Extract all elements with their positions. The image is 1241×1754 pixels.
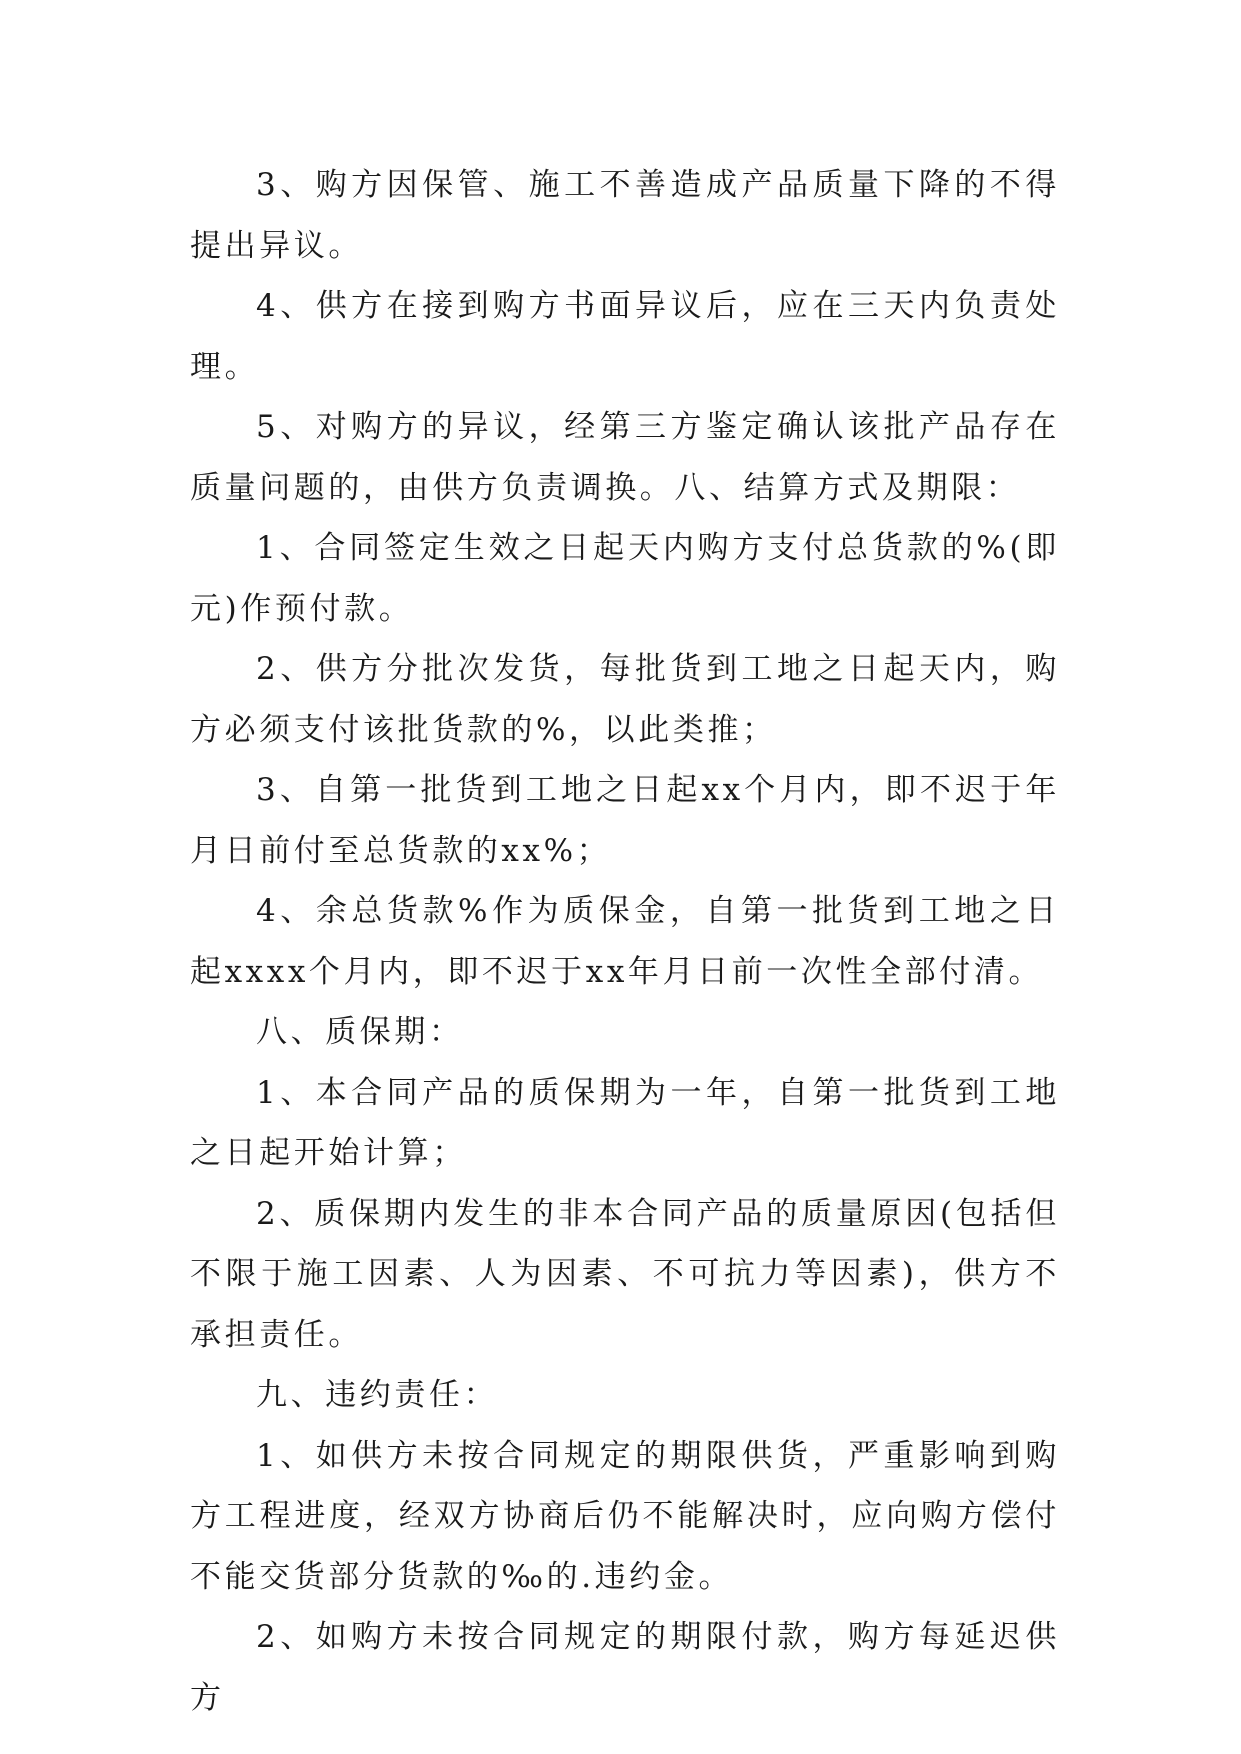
contract-body <box>190 155 1060 1728</box>
clause-paragraph: 2、质保期内发生的非本合同产品的质量原因(包括但不限于施工因素、人为因素、不可抗力等因素)，供方不承担责任。 <box>190 1195 1060 1353</box>
clause-paragraph: 5、对购方的异议，经第三方鉴定确认该批产品存在质量问题的，由供方负责调换。八、结算方式及期限： <box>190 409 1060 506</box>
clause-paragraph: 3、自第一批货到工地之日起xx个月内，即不迟于年月日前付至总货款的xx%； <box>190 772 1060 869</box>
clause-paragraph: 1、本合同产品的质保期为一年，自第一批货到工地之日起开始计算； <box>190 1074 1060 1171</box>
clause-paragraph: 3、购方因保管、施工不善造成产品质量下降的不得提出异议。 <box>190 167 1060 264</box>
clause-paragraph: 2、供方分批次发货，每批货到工地之日起天内，购方必须支付该批货款的%，以此类推； <box>190 651 1060 748</box>
section-heading: 九、违约责任： <box>256 1377 499 1413</box>
clause-paragraph: 1、如供方未按合同规定的期限供货，严重影响到购方工程进度，经双方协商后仍不能解决时，应向购方偿付不能交货部分货款的‰的.违约金。 <box>190 1437 1060 1595</box>
clause-paragraph: 1、合同签定生效之日起天内购方支付总货款的%(即元)作预付款。 <box>190 530 1060 627</box>
clause-paragraph: 2、如购方未按合同规定的期限付款，购方每延迟供方 <box>190 1619 1060 1716</box>
section-heading: 八、质保期： <box>256 1014 464 1050</box>
clause-paragraph: 4、供方在接到购方书面异议后，应在三天内负责处理。 <box>190 288 1060 385</box>
clause-paragraph: 4、余总货款%作为质保金，自第一批货到工地之日起xxxx个月内，即不迟于xx年月日前一次性全部付清。 <box>190 893 1060 990</box>
